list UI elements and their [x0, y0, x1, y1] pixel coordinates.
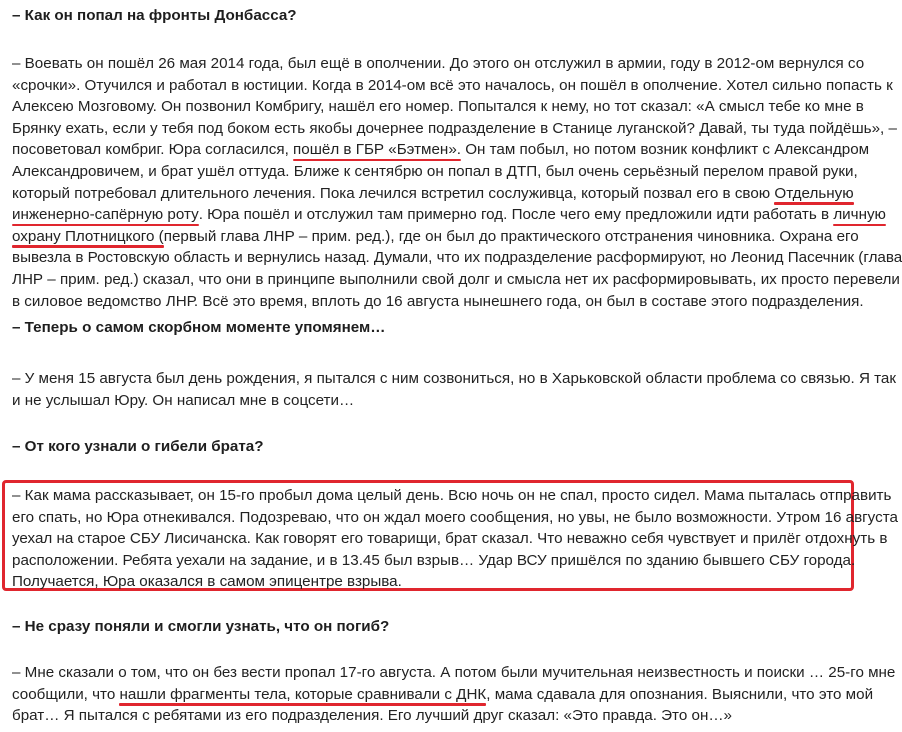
answer-paragraph	[12, 662, 896, 727]
text-line	[12, 705, 857, 727]
answer-paragraph	[12, 368, 897, 411]
text-run: его спать, но Юра отнекивался. Подозреваю, что он ждал моего сообщения, но увы, не было возможности. Утром 16 августа	[12, 508, 898, 526]
text-run: уехал на старое СБУ Лисичанска. Как говорят его товарищи, брат сказал. Что неважно себя чувствует и прилёг отдохнуть в	[12, 530, 888, 548]
text-run: Александровичем, и брат ушёл оттуда. Ближе к сентябрю он попал в ДТП, был очень серьёзный перелом правой руки,	[12, 162, 858, 180]
answer-paragraph-highlighted	[12, 485, 898, 593]
text-line	[12, 528, 888, 550]
text-run: – Мне сказали о том, что он без вести пропал 17-го августа. А потом были мучительная неизвестность и поиски … 25-го мне	[12, 664, 896, 681]
underlined-phrase: пошёл в ГБР «Бэтмен».	[293, 141, 461, 159]
question-heading: – Теперь о самом скорбном моменте упомянем…	[12, 319, 386, 336]
text-run: который потребовал длительного лечения. Пока лечился встретил сослуживца, который позвал его в свою	[12, 184, 775, 202]
text-line	[12, 571, 857, 593]
text-run: Брянку ехать, если у тебя под боком есть якобы дочернее подразделение в Станице луганской? Давай, ты туда пойдёшь», –	[12, 119, 897, 137]
text-line	[12, 507, 898, 529]
text-line	[12, 368, 897, 390]
text-run: ЛНР – прим. ред.) сказал, что они в принципе выполнили свой долг и смысла нет их расформировывать, их просто перевели	[12, 270, 900, 288]
text-line	[12, 662, 896, 684]
underlined-phrase: личную	[833, 206, 886, 224]
text-run: , мама сдавала для опознания. Выяснили, что это мой	[486, 685, 874, 703]
text-line	[12, 183, 857, 205]
text-line	[12, 291, 864, 313]
text-run: посоветовал комбриг. Юра согласился,	[12, 141, 294, 159]
text-run: Он там побыл, но потом возник конфликт с Александром	[460, 141, 870, 159]
text-line	[12, 550, 857, 572]
question-heading: – От кого узнали о гибели брата?	[12, 438, 264, 455]
text-line	[12, 161, 857, 183]
text-line	[12, 139, 870, 161]
text-line	[12, 390, 857, 412]
text-line	[12, 204, 886, 226]
text-run: расположении. Ребята уехали на задание, и в 13.45 был взрыв… Удар ВСУ пришёлся по зданию бывшего СБУ города.	[12, 551, 856, 569]
text-run: и не услышал Юру. Он написал мне в соцсети…	[12, 391, 355, 409]
text-run: Получается, Юра оказался в самом эпицентре взрыва.	[12, 573, 402, 591]
text-line	[12, 485, 892, 507]
text-line	[12, 75, 893, 97]
text-run: «срочки». Отучился и работал в юстиции. Когда в 2014-ом всё это началось, он пошёл в ополчение. Хотел сильно попасть к	[12, 76, 893, 94]
text-line	[12, 96, 864, 118]
text-line	[12, 53, 865, 75]
text-line	[12, 226, 857, 248]
text-line	[12, 247, 902, 269]
text-run: – Воевать он пошёл 26 мая 2014 года, был ещё в ополчении. До этого он отслужил в армии, году в 2012-ом вернулся со	[12, 55, 865, 72]
answer-paragraph	[12, 53, 902, 312]
text-run: Алексею Мозговому. Он позвонил Комбригу, нашёл его номер. Попытался к нему, но тот сказал: «А смысл тебе ко мне в	[12, 98, 864, 116]
text-run: в силовое ведомство ЛНР. Всё это время, вплоть до 16 августа нынешнего года, он был в составе этого подразделения.	[12, 292, 864, 310]
text-run: . Юра пошёл и отслужил там примерно год. После чего ему предложили идти работать в	[198, 206, 834, 224]
text-line	[12, 684, 874, 706]
text-run: – Как мама рассказывает, он 15-го пробыл дома целый день. Всю ночь он не спал, просто сидел. Мама пыталась отправить	[12, 487, 892, 504]
text-run: – У меня 15 августа был день рождения, я пытался с ним созвониться, но в Харьковской области проблема со связью. Я так	[12, 370, 897, 387]
underlined-phrase: Отдельную	[774, 184, 854, 202]
question-heading: – Как он попал на фронты Донбасса?	[12, 7, 297, 24]
question-heading: – Не сразу поняли и смогли узнать, что он погиб?	[12, 618, 390, 635]
text-line	[12, 269, 900, 291]
text-run: брат… Я пытался с ребятами из его подразделения. Его лучший друг сказал: «Это правда. Это он…»	[12, 707, 732, 725]
text-line	[12, 118, 897, 140]
text-run: сообщили, что	[12, 685, 120, 703]
text-run: вывезла в Ростовскую область и вернулись назад. Думали, что их подразделение расформируют, но Леонид Пасечник (глава	[12, 249, 902, 267]
text-run: первый глава ЛНР – прим. ред.), где он был до практического отстранения чиновника. Охрана его	[163, 227, 859, 245]
underlined-phrase: нашли фрагменты тела, которые сравнивали с ДНК	[119, 685, 487, 703]
underlined-phrase: инженерно-сапёрную роту	[12, 206, 199, 224]
underlined-phrase: охрану Плотницкого (	[12, 227, 164, 245]
